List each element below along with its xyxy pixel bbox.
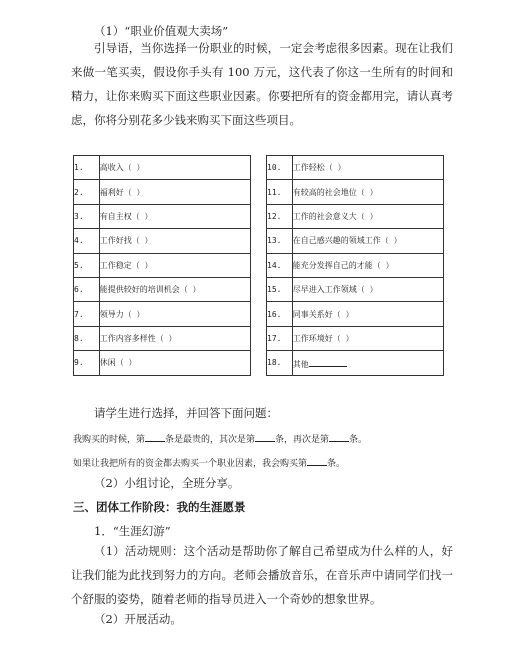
item-text[interactable]: 高收入（ ） [99, 156, 250, 180]
item-number: 4. [74, 229, 100, 253]
item-text[interactable]: 有较高的社会地位（ ） [292, 180, 443, 204]
answer-blank[interactable] [307, 455, 327, 466]
table-row [74, 180, 444, 204]
sub-heading-1: 1．“生涯幻游” [94, 524, 171, 538]
column-gap [250, 204, 266, 228]
step-last-text: （2）开展活动。 [94, 612, 182, 626]
column-gap [250, 351, 266, 375]
item-text[interactable]: 休闲（ ） [99, 351, 250, 375]
item-number: 7. [74, 302, 100, 326]
value-items-table [73, 155, 444, 376]
item-number: 2. [74, 180, 100, 204]
item-number: 18. [267, 351, 293, 375]
table-row [74, 156, 444, 180]
item-number: 14. [267, 253, 293, 277]
column-gap [250, 277, 266, 301]
table-row [74, 253, 444, 277]
item-number: 13. [267, 229, 293, 253]
item-number: 8. [74, 326, 100, 350]
table-row [74, 229, 444, 253]
item-number: 12. [267, 204, 293, 228]
item-text[interactable]: 领导力（ ） [99, 302, 250, 326]
item-number: 15. [267, 277, 293, 301]
other-answer-blank[interactable] [309, 356, 347, 367]
column-gap [250, 180, 266, 204]
item-text[interactable]: 尽早进入工作领域（ ） [292, 277, 443, 301]
item-number: 17. [267, 326, 293, 350]
item-text[interactable]: 同事关系好（ ） [292, 302, 443, 326]
table-row [74, 302, 444, 326]
section-3-heading: 三、团体工作阶段：我的生涯愿景 [73, 500, 246, 514]
guide-paragraph: 引导语，当你选择一份职业的时候，一定会考虑很多因素。现在让我们来做一笔买卖，假设你手头有 100 万元，这代表了你这一生所有的时间和精力，让你来购买下面这些职业因素。你要把所有的资金都用完，请认真考虑，你将分别花多少钱来购买下面这些项目。 [71, 41, 453, 127]
item-number: 16. [267, 302, 293, 326]
item-text[interactable]: 福利好（ ） [99, 180, 250, 204]
item-text[interactable]: 能提供较好的培训机会（ ） [99, 277, 250, 301]
table-row [74, 351, 444, 375]
answer-blank[interactable] [145, 431, 165, 442]
item-number: 3. [74, 204, 100, 228]
item-text[interactable]: 在自己感兴趣的领域工作（ ） [292, 229, 443, 253]
item-number: 1. [74, 156, 100, 180]
item-text[interactable]: 其他 [292, 351, 443, 375]
table-row [74, 326, 444, 350]
item-number: 10. [267, 156, 293, 180]
answer-blank[interactable] [329, 431, 349, 442]
item-text[interactable]: 工作内容多样性（ ） [99, 326, 250, 350]
item-number: 6. [74, 277, 100, 301]
item-number: 11. [267, 180, 293, 204]
table-row [74, 277, 444, 301]
item-text[interactable]: 工作好找（ ） [99, 229, 250, 253]
item-text[interactable]: 能充分发挥自己的才能（ ） [292, 253, 443, 277]
item-text[interactable]: 工作轻松（ ） [292, 156, 443, 180]
table-row [74, 204, 444, 228]
prompt-text: 请学生进行选择，并回答下面问题： [94, 406, 278, 420]
item-text[interactable]: 工作环境好（ ） [292, 326, 443, 350]
column-gap [250, 326, 266, 350]
section-title: （1）“职业价值观大卖场” [94, 24, 229, 38]
item-number: 9. [74, 351, 100, 375]
column-gap [250, 229, 266, 253]
column-gap [250, 253, 266, 277]
column-gap [250, 156, 266, 180]
rules-paragraph: （1）活动规则：这个活动是帮助你了解自己希望成为什么样的人，好让我们能为此找到努力的方向。老师会播放音乐，在音乐声中请同学们找一个舒服的姿势，随着老师的指导员进入一个奇妙的想象世界。 [71, 544, 453, 606]
answer-blank[interactable] [255, 431, 275, 442]
item-text[interactable]: 有自主权（ ） [99, 204, 250, 228]
question-2: 如果让我把所有的资金都去购买一个职业因素，我会购买第 条。 [73, 455, 345, 471]
column-gap [250, 302, 266, 326]
question-1: 我购买的时候，第 条是最贵的，其次是第 条，再次是第 条。 [73, 431, 367, 447]
item-text[interactable]: 工作的社会意义大（ ） [292, 204, 443, 228]
item-number: 5. [74, 253, 100, 277]
step-2-text: （2）小组讨论，全班分享。 [94, 476, 240, 490]
item-text[interactable]: 工作稳定（ ） [99, 253, 250, 277]
